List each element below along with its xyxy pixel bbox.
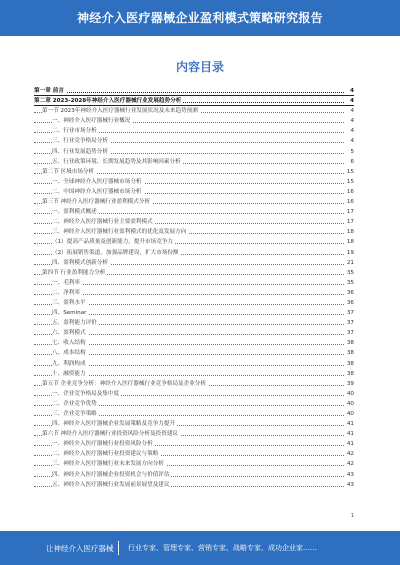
toc-entry-title: 五、盈利能力评价: [52, 320, 97, 327]
toc-entry[interactable]: [34, 258, 354, 268]
toc-entry[interactable]: [34, 288, 354, 298]
toc-entry[interactable]: [34, 470, 354, 480]
toc-entry-title: 第一节 2023年神经介入医疗器械行业发展状况及未来趋势预测: [42, 108, 198, 115]
toc-entry-page: 4: [344, 136, 354, 146]
toc-entry-title: 二、企业竞争优势: [52, 400, 97, 407]
toc-entry-title: 第五节 企业竞争分析：神经介入医疗器械行业竞争格局及企业分析: [42, 380, 206, 387]
toc-entry[interactable]: [34, 197, 354, 207]
toc-entry[interactable]: [34, 147, 354, 157]
toc-entry-page: 4: [344, 126, 354, 136]
toc-entry[interactable]: [34, 369, 354, 379]
toc-entry-page: 6: [344, 157, 354, 167]
toc-entry-page: 40: [344, 399, 354, 409]
toc-entry-title: 二、行业市场分析: [52, 128, 97, 135]
toc-entry-page: 16: [344, 187, 354, 197]
toc-entry-page: 37: [344, 328, 354, 338]
toc-entry-title: 二、神经介入医疗器械行业主要盈利模式: [52, 219, 153, 226]
toc-entry-page: 4: [344, 106, 354, 116]
toc-entry[interactable]: [34, 379, 354, 389]
toc-entry-page: 18: [344, 227, 354, 237]
table-of-contents: [34, 86, 354, 490]
toc-leader-dots: [34, 92, 344, 93]
toc-entry-title: 第四节 行业盈利能力分析: [42, 269, 106, 276]
toc-entry-page: 38: [344, 369, 354, 379]
toc-entry[interactable]: [34, 278, 354, 288]
toc-entry-page: 38: [344, 338, 354, 348]
toc-entry-title: 六、盈利模式: [52, 330, 86, 337]
toc-entry[interactable]: [34, 399, 354, 409]
toc-entry-page: 39: [344, 379, 354, 389]
toc-entry-page: 37: [344, 318, 354, 328]
toc-entry-title: 第六节 神经介入医疗器械行业投资风险分析及投资建议: [42, 431, 179, 438]
toc-entry-title: 一、企业竞争格局及集中度: [52, 390, 120, 397]
toc-entry[interactable]: [34, 248, 354, 258]
toc-entry-page: 5: [344, 147, 354, 157]
toc-entry-page: 18: [344, 237, 354, 247]
toc-entry-page: 42: [344, 459, 354, 469]
toc-entry-title: 九、利润构成: [52, 360, 86, 367]
toc-entry[interactable]: [34, 459, 354, 469]
toc-entry-title: 一、神经介入医疗器械行业概况: [52, 118, 131, 125]
toc-entry-title: 第二章 2023-2028年神经介入医疗器械行业发展趋势分析: [34, 98, 182, 105]
footer-divider: [118, 541, 119, 555]
toc-entry-page: 17: [344, 207, 354, 217]
toc-entry-title: 二、神经介入医疗器械行业投资建议与策略: [52, 451, 159, 458]
toc-entry-title: 一、神经介入医疗器械行业投资风险分析: [52, 441, 153, 448]
toc-entry[interactable]: [34, 480, 354, 490]
toc-entry-title: 二、中国神经介入医疗器械市场分析: [52, 188, 142, 195]
toc-entry[interactable]: [34, 268, 354, 278]
toc-entry-title: 八、成本结构: [52, 350, 86, 357]
toc-entry-page: 21: [344, 258, 354, 268]
toc-entry[interactable]: [34, 308, 354, 318]
toc-entry-title: 四、盈利模式创新分析: [52, 259, 108, 266]
toc-entry[interactable]: [34, 96, 354, 106]
page-footer-bar: [0, 531, 400, 565]
toc-entry[interactable]: [34, 187, 354, 197]
toc-entry[interactable]: [34, 86, 354, 96]
toc-entry[interactable]: [34, 126, 354, 136]
toc-entry-page: 17: [344, 217, 354, 227]
toc-entry-title: 三、行业竞争格局分析: [52, 138, 108, 145]
toc-entry-page: 41: [344, 419, 354, 429]
toc-entry-page: 15: [344, 167, 354, 177]
toc-entry[interactable]: [34, 167, 354, 177]
toc-entry-page: 43: [344, 480, 354, 490]
toc-entry[interactable]: [34, 338, 354, 348]
toc-entry-page: 4: [344, 86, 354, 96]
page-number: 1: [350, 513, 354, 519]
toc-entry[interactable]: [34, 227, 354, 237]
toc-entry[interactable]: [34, 409, 354, 419]
toc-entry[interactable]: [34, 237, 354, 247]
toc-entry-title: 一、盈利模式概述: [52, 209, 97, 216]
toc-entry-page: 35: [344, 268, 354, 278]
toc-entry[interactable]: [34, 328, 354, 338]
toc-entry-page: 4: [344, 96, 354, 106]
toc-entry-title: 十、融资能力: [52, 370, 86, 377]
toc-entry-page: 4: [344, 116, 354, 126]
toc-entry-title: 三、神经介入医疗器械行业盈利模式的优化及发展方向: [52, 229, 187, 236]
toc-entry[interactable]: [34, 449, 354, 459]
toc-entry[interactable]: [34, 429, 354, 439]
toc-entry[interactable]: [34, 389, 354, 399]
toc-entry-title: 第二节 区域市场分析: [42, 168, 95, 175]
toc-entry[interactable]: [34, 298, 354, 308]
toc-entry-title: 四、神经介入医疗器械企业发展策略及竞争力提升: [52, 421, 176, 428]
toc-entry-title: 第一章 前言: [34, 88, 64, 94]
toc-entry[interactable]: [34, 136, 354, 146]
toc-entry-page: 36: [344, 288, 354, 298]
toc-entry[interactable]: [34, 217, 354, 227]
toc-entry[interactable]: [34, 157, 354, 167]
toc-entry-title: 三、企业竞争策略: [52, 411, 97, 417]
toc-heading: 内容目录: [175, 60, 224, 74]
toc-entry-title: （2）拓展销售渠道，加强品牌建设，扩大市场份额: [52, 249, 179, 256]
toc-entry-page: 42: [344, 449, 354, 459]
toc-entry[interactable]: [34, 207, 354, 217]
toc-entry-page: 41: [344, 429, 354, 439]
toc-entry-page: 37: [344, 308, 354, 318]
page-header-bar: [0, 0, 400, 36]
toc-entry[interactable]: [34, 348, 354, 358]
toc-entry-title: 二、净利率: [52, 289, 80, 296]
toc-entry-title: 三、神经介入医疗器械行业未来发展方向分析: [52, 461, 164, 468]
toc-entry[interactable]: [34, 116, 354, 126]
toc-entry-page: 16: [344, 197, 354, 207]
toc-entry-page: 38: [344, 359, 354, 369]
toc-entry-title: 七、收入结构: [52, 340, 86, 347]
toc-entry-title: 四、行业发展趋势分析: [52, 148, 108, 155]
toc-entry-title: 五、行业政策环境、长期发展趋势及其影响因素分析: [52, 158, 181, 165]
toc-entry-title: 四、Seminar: [52, 310, 87, 317]
toc-entry-page: 15: [344, 177, 354, 187]
toc-entry-title: 三、盈利水平: [52, 299, 86, 306]
toc-entry[interactable]: [34, 419, 354, 429]
toc-entry-title: 一、全球神经介入医疗器械市场分析: [52, 178, 142, 185]
footer-brand: 让神经介入医疗器械: [46, 544, 114, 553]
toc-entry[interactable]: [34, 318, 354, 328]
toc-entry[interactable]: [34, 359, 354, 369]
toc-entry-page: 38: [344, 348, 354, 358]
footer-slogan: 行业专家、管理专家、营销专家、战略专家、成功企业家……: [128, 544, 317, 552]
toc-entry-title: 四、神经介入医疗器械企业投资机会与价值评估: [52, 471, 170, 478]
report-title: 神经介入医疗器械企业盈利模式策略研究报告: [76, 11, 323, 25]
toc-entry-page: 41: [344, 439, 354, 449]
toc-entry-page: 43: [344, 470, 354, 480]
toc-entry-page: 40: [344, 409, 354, 419]
toc-entry[interactable]: [34, 177, 354, 187]
toc-entry-title: （1）提高产品质量及创新能力，提升市场竞争力: [52, 239, 174, 246]
toc-entry-page: 40: [344, 389, 354, 399]
toc-entry-page: 36: [344, 298, 354, 308]
toc-entry-page: 35: [344, 278, 354, 288]
toc-entry-title: 第三节 神经介入医疗器械行业盈利模式分析: [42, 199, 151, 206]
toc-entry[interactable]: [34, 439, 354, 449]
toc-entry-title: 五、神经介入医疗器械行业发展前景展望及建议: [52, 481, 170, 488]
toc-entry-title: 一、毛利率: [52, 279, 80, 286]
toc-entry-page: 19: [344, 248, 354, 258]
toc-entry[interactable]: [34, 106, 354, 116]
